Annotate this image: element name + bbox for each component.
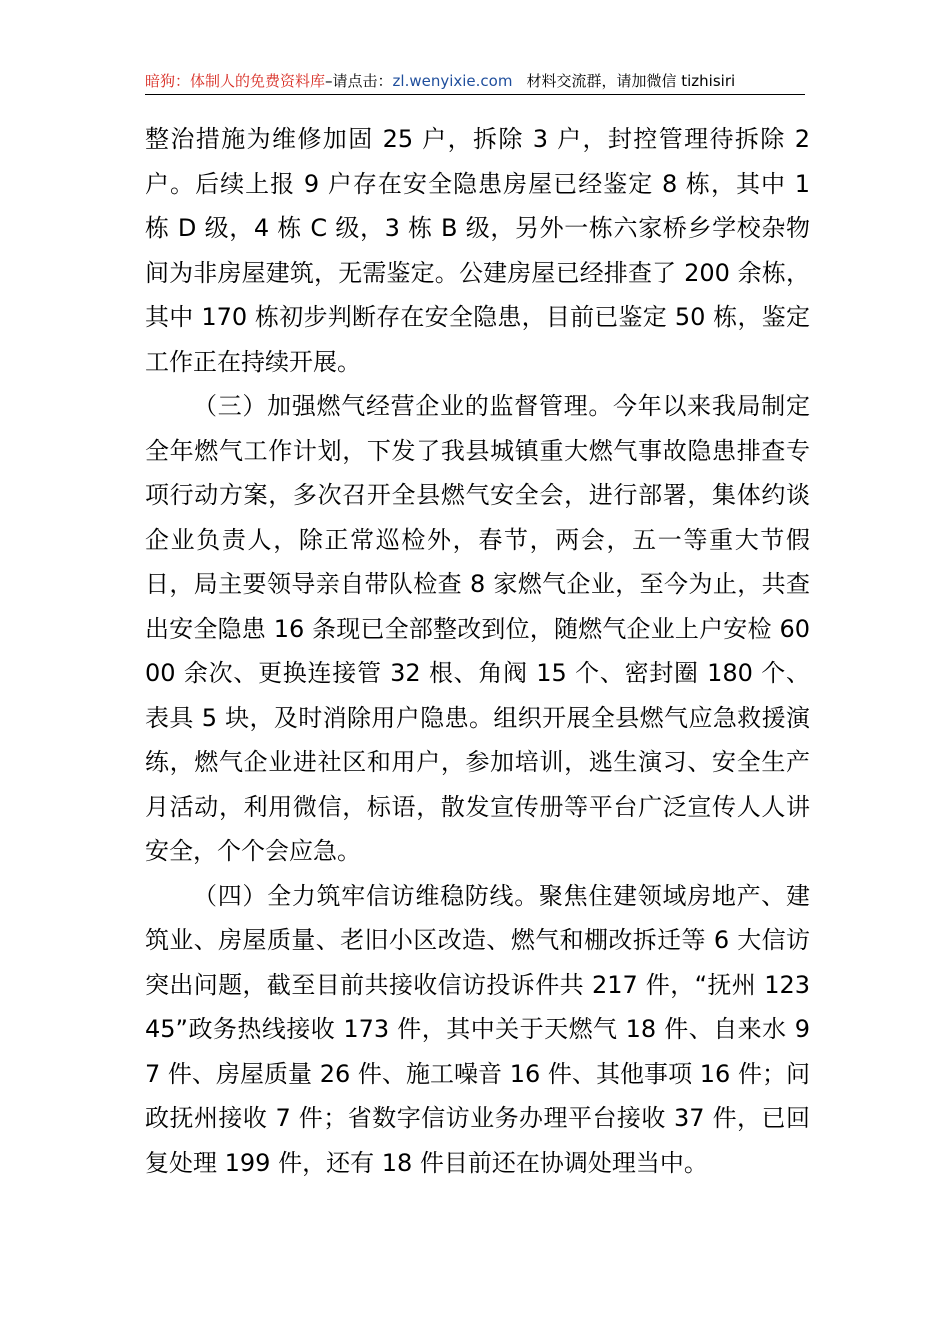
paragraph-petition-stability: （四）全力筑牢信访维稳防线。聚焦住建领域房地产、建筑业、房屋质量、老旧小区改造、燃气和棚改拆迁等 6 大信访突出问题，截至目前共接收信访投诉件共 217 件，“抚州 12345”政务热线接收 173 件，其中关于天燃气 18 件、自来水 97 件、房屋质量 26 件、施工噪音 16 件、其他事项 16 件；问政抚州接收 7 件；省数字信访业务办理平台接收 37 件，已回复处理 199 件，还有 18 件目前还在协调处理当中。 xyxy=(145,881,810,1177)
paragraph-gas-supervision: （三）加强燃气经营企业的监督管理。今年以来我局制定全年燃气工作计划，下发了我县城镇重大燃气事故隐患排查专项行动方案，多次召开全县燃气安全会，进行部署，集体约谈企业负责人，除正常巡检外，春节，两会，五一等重大节假日，局主要领导亲自带队检查 8 家燃气企业，至今为止，共查出安全隐患 16 条现已全部整改到位，随燃气企业上户安检 6000 余次、更换连接管 32 根、角阀 15 个、密封圈 180 个、表具 5 块，及时消除用户隐患。组织开展全县燃气应急救援演练，燃气企业进社区和用户，参加培训，逃生演习、安全生产月活动，利用微信，标语，散发宣传册等平台广泛宣传人人讲安全，个个会应急。 xyxy=(145,392,810,865)
header-group-note: 材料交流群，请加微信 tizhisiri xyxy=(526,72,736,90)
paragraph-continuation: 整治措施为维修加固 25 户，拆除 3 户，封控管理待拆除 2 户。后续上报 9 户存在安全隐患房屋已经鉴定 8 栋，其中 1 栋 D 级，4 栋 C 级，3 栋 B 级，另外一栋六家桥乡学校杂物间为非房屋建筑，无需鉴定。公建房屋已经排查了 200 余栋，其中 170 栋初步判断存在安全隐患，目前已鉴定 50 栋，鉴定工作正在持续开展。 xyxy=(145,125,810,376)
header-link[interactable]: zl.wenyixie.com xyxy=(392,72,513,90)
header-brand[interactable]: 暗狗：体制人的免费资料库 xyxy=(145,72,326,90)
page-header xyxy=(145,70,805,95)
header-cta: –请点击： xyxy=(325,72,393,90)
document-body xyxy=(145,117,810,1185)
